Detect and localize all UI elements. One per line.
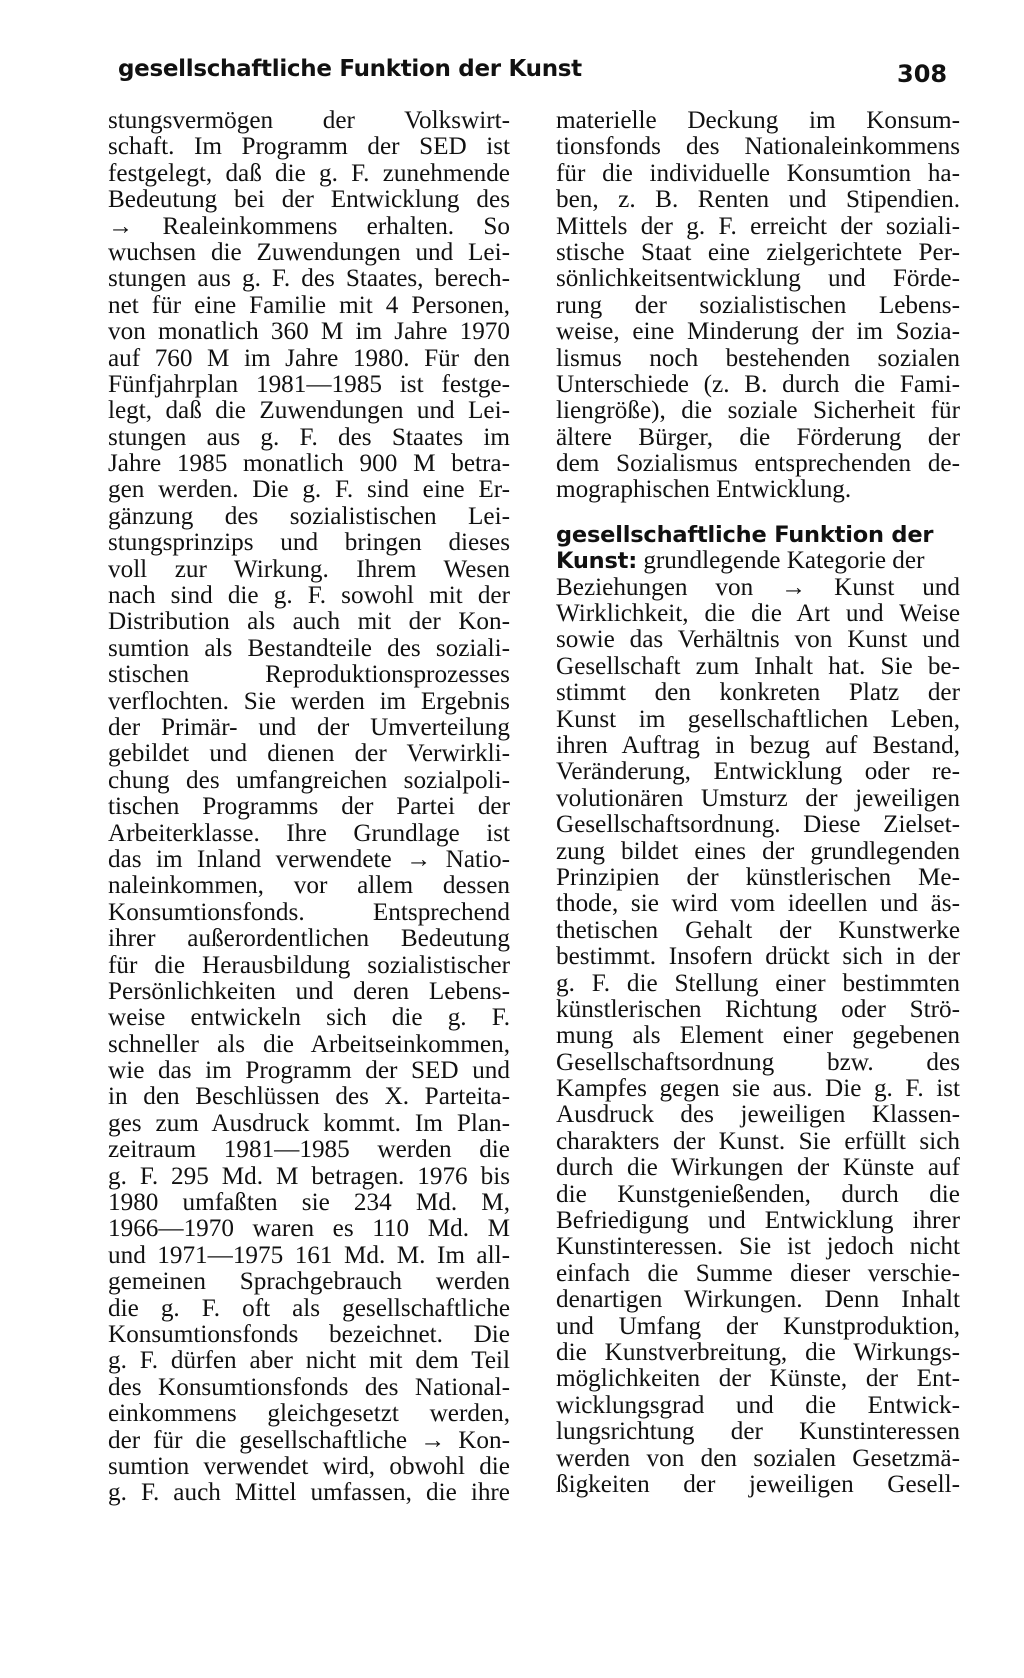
text-line: lismus noch bestehenden sozialen xyxy=(556,345,960,372)
text-line: chung des umfangreichen sozialpoli- xyxy=(108,767,510,794)
entry-separator xyxy=(556,504,960,522)
text-line: stungsvermögen der Volkswirt- xyxy=(108,108,510,134)
text-line: weise entwickeln sich die g. F. xyxy=(108,1005,510,1032)
text-line: und Umfang der Kunstproduktion, xyxy=(556,1313,960,1340)
text-line: materielle Deckung im Konsum- xyxy=(556,108,960,134)
text-line: Jahre 1985 monatlich 900 M betra- xyxy=(108,451,510,478)
text-line: einkommens gleichgesetzt werden, xyxy=(108,1401,510,1428)
text-line: g. F. dürfen aber nicht mit dem Teil xyxy=(108,1348,510,1375)
text-line: Konsumtionsfonds bezeichnet. Die xyxy=(108,1321,510,1348)
text-line: ßigkeiten der jeweiligen Gesell- xyxy=(556,1471,960,1498)
running-header-title: gesellschaftliche Funktion der Kunst xyxy=(118,56,582,82)
text-line: charakters der Kunst. Sie erfüllt sich xyxy=(556,1128,960,1155)
text-line: Fünfjahrplan 1981—1985 ist festge- xyxy=(108,371,510,398)
text-line: gänzung des sozialistischen Lei- xyxy=(108,503,510,530)
page-number: 308 xyxy=(897,60,948,88)
text-line: schneller als die Arbeitseinkommen, xyxy=(108,1031,510,1058)
text-line: nach sind die g. F. sowohl mit der xyxy=(108,583,510,610)
text-line: wie das im Programm der SED und xyxy=(108,1058,510,1085)
text-line: Gesellschaft zum Inhalt hat. Sie be- xyxy=(556,653,960,680)
text-line: stungsprinzips und bringen dieses xyxy=(108,530,510,557)
text-line: denartigen Wirkungen. Denn Inhalt xyxy=(556,1287,960,1314)
text-line: gemeinen Sprachgebrauch werden xyxy=(108,1269,510,1296)
text-line: zung bildet eines der grundlegenden xyxy=(556,838,960,865)
left-text-column xyxy=(108,108,510,1507)
text-line: sumtion verwendet wird, obwohl die xyxy=(108,1453,510,1480)
right-text-column xyxy=(556,108,960,1498)
text-line: stungen aus g. F. des Staates im xyxy=(108,424,510,451)
text-line: thetischen Gehalt der Kunstwerke xyxy=(556,917,960,944)
text-line: verflochten. Sie werden im Ergebnis xyxy=(108,688,510,715)
text-line: Beziehungen von → Kunst und xyxy=(556,574,960,601)
text-line: schaft. Im Programm der SED ist xyxy=(108,134,510,161)
text-line: das im Inland verwendete → Natio- xyxy=(108,846,510,873)
previous-entry-continuation xyxy=(556,108,960,504)
text-line: Kampfes gegen sie aus. Die g. F. ist xyxy=(556,1076,960,1103)
text-line: die Kunstgenießenden, durch die xyxy=(556,1181,960,1208)
text-line: ben, z. B. Renten und Stipendien. xyxy=(556,187,960,214)
text-line: werden von den sozialen Gesetzmä- xyxy=(556,1445,960,1472)
text-line: g. F. 295 Md. M betragen. 1976 bis xyxy=(108,1163,510,1190)
text-line: Unterschiede (z. B. durch die Fami- xyxy=(556,371,960,398)
text-line: sumtion als Bestandteile des soziali- xyxy=(108,635,510,662)
text-line: thode, sie wird vom ideellen und äs- xyxy=(556,891,960,918)
text-line: der Primär- und der Umverteilung xyxy=(108,714,510,741)
text-line: legt, daß die Zuwendungen und Lei- xyxy=(108,398,510,425)
text-line: gen werden. Die g. F. sind eine Er- xyxy=(108,477,510,504)
text-line: durch die Wirkungen der Künste auf xyxy=(556,1155,960,1182)
text-line: naleinkommen, vor allem dessen xyxy=(108,873,510,900)
text-line: lungsrichtung der Kunstinteressen xyxy=(556,1419,960,1446)
text-line: auf 760 M im Jahre 1980. Für den xyxy=(108,345,510,372)
text-line: wuchsen die Zuwendungen und Lei- xyxy=(108,239,510,266)
text-line: möglichkeiten der Künste, der Ent- xyxy=(556,1366,960,1393)
text-line: Befriedigung und Entwicklung ihrer xyxy=(556,1208,960,1235)
text-line: tionsfonds des Nationaleinkommens xyxy=(556,134,960,161)
text-line: einfach die Summe dieser verschie- xyxy=(556,1260,960,1287)
text-line: ihrer außerordentlichen Bedeutung xyxy=(108,926,510,953)
entry-term-continued: Kunst: xyxy=(556,548,638,575)
text-line: g. F. auch Mittel umfassen, die ihre xyxy=(108,1480,510,1507)
entry-term: gesellschaftliche Funktion der xyxy=(556,521,934,548)
text-line: → Realeinkommens erhalten. So xyxy=(108,213,510,240)
text-line: liengröße), die soziale Sicherheit für xyxy=(556,398,960,425)
text-line: Arbeiterklasse. Ihre Grundlage ist xyxy=(108,820,510,847)
text-line: und 1971—1975 161 Md. M. Im all- xyxy=(108,1242,510,1269)
text-line: die Kunstverbreitung, die Wirkungs- xyxy=(556,1339,960,1366)
text-line: stimmt den konkreten Platz der xyxy=(556,680,960,707)
text-line: des Konsumtionsfonds des National- xyxy=(108,1374,510,1401)
text-line: voll zur Wirkung. Ihrem Wesen xyxy=(108,556,510,583)
text-line: Gesellschaftsordnung bzw. des xyxy=(556,1049,960,1076)
text-line: stungen aus g. F. des Staates, berech- xyxy=(108,266,510,293)
text-line: in den Beschlüssen des X. Parteita- xyxy=(108,1084,510,1111)
text-line: Mittels der g. F. erreicht der soziali- xyxy=(556,213,960,240)
text-line: sönlichkeitsentwicklung und Förde- xyxy=(556,266,960,293)
entry-term-line xyxy=(556,522,960,548)
text-line: sowie das Verhältnis von Kunst und xyxy=(556,627,960,654)
text-line: Ausdruck des jeweiligen Klassen- xyxy=(556,1102,960,1129)
entry-definition-start: grundlegende Kategorie der xyxy=(643,547,925,575)
text-line: Prinzipien der künstlerischen Me- xyxy=(556,864,960,891)
text-line: 1966—1970 waren es 110 Md. M xyxy=(108,1216,510,1243)
text-line: ältere Bürger, die Förderung der xyxy=(556,424,960,451)
text-line: ihren Auftrag in bezug auf Bestand, xyxy=(556,732,960,759)
entry-body xyxy=(556,575,960,1499)
text-line: 1980 umfaßten sie 234 Md. M, xyxy=(108,1190,510,1217)
text-line: zeitraum 1981—1985 werden die xyxy=(108,1137,510,1164)
text-line: mographischen Entwicklung. xyxy=(556,477,852,504)
text-line: festgelegt, daß die g. F. zunehmende xyxy=(108,160,510,187)
entry-first-line xyxy=(556,548,960,574)
text-line: wicklungsgrad und die Entwick- xyxy=(556,1392,960,1419)
text-line: gebildet und dienen der Verwirkli- xyxy=(108,741,510,768)
text-line: Wirklichkeit, die die Art und Weise xyxy=(556,601,960,628)
text-line: stischen Reproduktionsprozesses xyxy=(108,662,510,689)
text-line: für die individuelle Konsumtion ha- xyxy=(556,160,960,187)
text-line: künstlerischen Richtung oder Strö- xyxy=(556,996,960,1023)
text-line: Distribution als auch mit der Kon- xyxy=(108,609,510,636)
text-line: g. F. die Stellung einer bestimmten xyxy=(556,970,960,997)
text-line: für die Herausbildung sozialistischer xyxy=(108,952,510,979)
text-line: ges zum Ausdruck kommt. Im Plan- xyxy=(108,1110,510,1137)
text-line: von monatlich 360 M im Jahre 1970 xyxy=(108,319,510,346)
text-line: weise, eine Minderung der im Sozia- xyxy=(556,319,960,346)
text-line: Bedeutung bei der Entwicklung des xyxy=(108,187,510,214)
text-line: Veränderung, Entwicklung oder re- xyxy=(556,759,960,786)
text-line: tischen Programms der Partei der xyxy=(108,794,510,821)
text-line: Kunst im gesellschaftlichen Leben, xyxy=(556,706,960,733)
text-line: die g. F. oft als gesellschaftliche xyxy=(108,1295,510,1322)
text-line: Kunstinteressen. Sie ist jedoch nicht xyxy=(556,1234,960,1261)
text-line: dem Sozialismus entsprechenden de- xyxy=(556,451,960,478)
text-line: der für die gesellschaftliche → Kon- xyxy=(108,1427,510,1454)
text-line: Gesellschaftsordnung. Diese Zielset- xyxy=(556,812,960,839)
text-line: rung der sozialistischen Lebens- xyxy=(556,292,960,319)
text-line: Persönlichkeiten und deren Lebens- xyxy=(108,978,510,1005)
text-line: stische Staat eine zielgerichtete Per- xyxy=(556,239,960,266)
text-line: Konsumtionsfonds. Entsprechend xyxy=(108,899,510,926)
text-line: mung als Element einer gegebenen xyxy=(556,1023,960,1050)
dictionary-entry xyxy=(556,522,960,1498)
text-line: volutionären Umsturz der jeweiligen xyxy=(556,785,960,812)
text-line: bestimmt. Insofern drückt sich in der xyxy=(556,944,960,971)
text-line: net für eine Familie mit 4 Personen, xyxy=(108,292,510,319)
